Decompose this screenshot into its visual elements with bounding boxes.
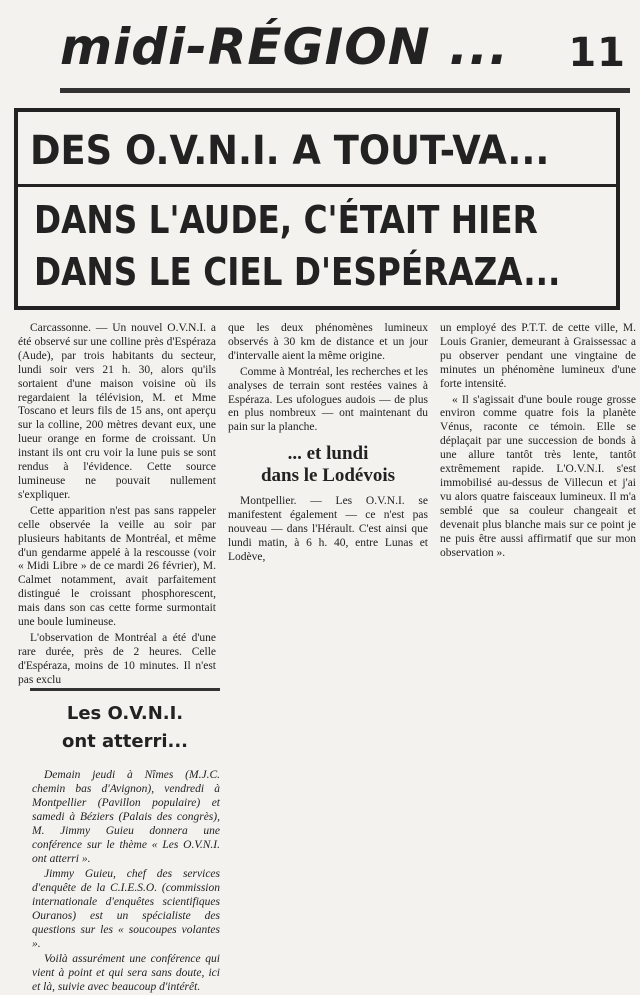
box-divider [30, 688, 220, 691]
article-paragraph: un employé des P.T.T. de cette ville, M. Louis Granier, demeurant à Graissessac a pu observer pendant une vingtaine de minutes un phénomène lumineux d'une forte intensité. [440, 322, 636, 390]
article-paragraph: Comme à Montréal, les recherches et les analyses de terrain sont restées vaines à Espéraza. Les ufologues audois — de plus en plus nombreux — ont maintenant du pain sur la planche. [228, 365, 428, 434]
headline-line-2: DANS L'AUDE, C'ÉTAIT HIER [34, 198, 538, 242]
article-paragraph: Cette apparition n'est pas sans rappeler celle observée la veille au soir par plusieurs habitants de Montréal, et même d'un gendarme appelé à la rescousse (voir « Midi Libre » de ce mardi 26 février), M. Calmet notamment, avait parfaitement distingué le croissant phosphorescent, mais dans son cas cette forme surmontait une boule lumineuse. [18, 504, 216, 629]
article-paragraph: Montpellier. — Les O.V.N.I. se manifestent également — ce n'est pas nouveau — dans l'Hérault. C'est ainsi que lundi matin, à 6 h. 40, entre Lunas et Lodève, [228, 495, 428, 563]
page-number: 11 [568, 30, 626, 76]
headline-primary: DES O.V.N.I. A TOUT-VA... [30, 128, 550, 174]
article-column-3 [440, 322, 636, 562]
article-paragraph: L'observation de Montréal a été d'une rare durée, près de 2 heures. Celle d'Espéraza, moins de 10 minutes. Il n'est pas exclu [18, 631, 216, 686]
box-title-line-1: Les O.V.N.I. [66, 703, 184, 724]
headline-line-3: DANS LE CIEL D'ESPÉRAZA... [34, 250, 561, 294]
box-title [30, 700, 220, 756]
article-column-2 [228, 322, 428, 567]
article-column-1 [18, 322, 216, 690]
masthead-ellipsis: ... [449, 18, 509, 76]
subhead-line-1: ... et lundi [287, 443, 369, 465]
headline-divider [14, 184, 620, 187]
masthead [60, 18, 630, 93]
headline-secondary [34, 194, 561, 298]
box-title-line-2: ont atterri... [61, 731, 189, 752]
box-paragraph: Demain jeudi à Nîmes (M.J.C. chemin bas d'Avignon), vendredi à Montpellier (Pavillon populaire) et samedi à Béziers (Palais des congrès), M. Jimmy Guieu donnera une conférence sur le thème « Les O.V.N.I. ont atterri ». [32, 769, 220, 865]
box-paragraph: Voilà assurément une conférence qui vient à point et qui sera sans doute, ici et là, suivie avec beaucoup d'intérêt. [32, 953, 220, 993]
section-subhead [228, 443, 428, 487]
masthead-title: midi-RÉGION [60, 18, 431, 76]
subhead-line-2: dans le Lodévois [260, 465, 396, 487]
article-paragraph: que les deux phénomènes lumineux observés à 30 km de distance et un jour d'intervalle aient la même origine. [228, 322, 428, 362]
box-paragraph: Jimmy Guieu, chef des services d'enquête de la C.I.E.S.O. (commission internationale d'enquêtes scientifiques Ouranos) est un spécialiste des questions sur les « soucoupes volantes ». [32, 868, 220, 950]
article-paragraph: « Il s'agissait d'une boule rouge grosse environ comme quatre fois la planète Vénus, raconte ce témoin. Elle se déplaçait par une succession de bonds à une allure tantôt très lente, tantôt extrêmement rapide. L'O.V.N.I. s'est immobilisé au-dessus de Villecun et j'ai vu alors quatre faisceaux lumineux. Il m'a semblé que sa couleur changeait et devenait plus blanche mais sur ce point je ne puis être aussi affirmatif que sur mon observation ». [440, 393, 636, 559]
box-text [32, 768, 220, 995]
article-paragraph: Carcassonne. — Un nouvel O.V.N.I. a été observé sur une colline près d'Espéraza (Aude), par trois habitants du secteur, lundi soir vers 21 h. 30, alors qu'ils sortaient d'une maison voisine où ils regardaient la télévision, M. et Mme Toscano et leurs fils de 15 ans, ont aperçu sur la colline, 200 mètres devant eux, une lueur orange en forme de croissant. Un instant ils ont cru voir la lune puis se sont rendus à l'évidence. Cette source lumineuse ne pouvait nullement s'expliquer. [18, 322, 216, 501]
